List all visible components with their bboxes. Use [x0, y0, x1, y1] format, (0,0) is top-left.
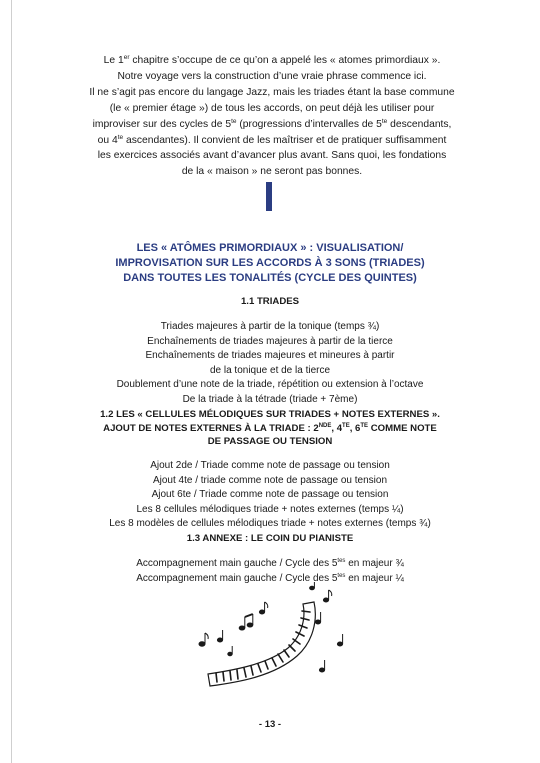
section-1-1-list: [60, 320, 480, 407]
list-item: Les 8 cellules mélodiques triade + notes externes (temps ¼): [136, 503, 404, 515]
page-number: - 13 -: [258, 719, 282, 730]
list-item: Triades majeures à partir de la tonique (temps ¾): [160, 321, 380, 332]
heading-line: AJOUT DE NOTES EXTERNES À LA TRIADE : 2NDE, $4^{TE}$, $6^{TE}$ COMME NOTE: [103, 422, 437, 434]
intro-line: Il ne s’agit pas encore du langage Jazz, mais les triades étant la base commune: [89, 86, 455, 98]
list-item: Enchaînements de triades majeures et mineures à partir: [145, 350, 395, 361]
margin-rule: [11, 0, 12, 763]
list-item: Enchaînements de triades majeures à partir de la tierce: [147, 335, 393, 347]
list-item: Ajout 6te / Triade comme note de passage ou tension: [151, 489, 389, 500]
list-item: Ajout 4te / triade comme note de passage ou tension: [152, 474, 388, 486]
list-item: Accompagnement main gauche / Cycle des $5^{tes}$ en majeur ¾: [136, 558, 404, 569]
list-item: De la triade à la tétrade (triade + 7ème): [182, 393, 358, 405]
section-1-2-heading: [60, 408, 480, 449]
intro-line: Le 1er chapitre s’occupe de ce qu’on a appelé les « atomes primordiaux ».: [103, 54, 441, 66]
list-item: Accompagnement main gauche / Cycle des $5^{tes}$ en majeur ¼: [136, 572, 404, 584]
chapter-numeral-mark: [266, 182, 272, 211]
section-1-1-heading: 1.1 TRIADES: [240, 296, 300, 307]
chapter-title: [60, 241, 480, 286]
intro-line: Notre voyage vers la construction d’une vraie phrase commence ici.: [117, 70, 427, 82]
chapter-title-line: IMPROVISATION SUR LES ACCORDS À 3 SONS (TRIADES): [115, 257, 425, 269]
heading-line: 1.2 LES « CELLULES MÉLODIQUES SUR TRIADES + NOTES EXTERNES ».: [100, 409, 440, 420]
list-item: Doublement d’une note de la triade, répétition ou extension à l’octave: [116, 379, 424, 390]
piano-keyboard-music-notes-icon: [190, 582, 350, 697]
section-1-3-heading: 1.3 ANNEXE : LE COIN DU PIANISTE: [186, 533, 354, 544]
list-item: de la tonique et de la tierce: [209, 364, 331, 376]
intro-line: les exercices associés avant d’avancer plus avant. Sans quoi, les fondations: [97, 150, 447, 162]
section-1-2-list: [60, 459, 480, 532]
chapter-title-line: DANS TOUTES LES TONALITÉS (CYCLE DES QUINTES): [123, 272, 417, 284]
chapter-title-line: LES « ATÔMES PRIMORDIAUX » : VISUALISATION/: [136, 242, 404, 254]
intro-line: de la « maison » ne seront pas bonnes.: [181, 166, 363, 178]
heading-line: DE PASSAGE OU TENSION: [207, 436, 333, 448]
intro-line: ou $4^{te}$ ascendantes). Il convient de les maîtriser et de pratiquer suffisamment: [97, 133, 447, 146]
intro-line: improviser sur des cycles de $5^{te}$ (progressions d’intervalles de $5^{te}$ descendants,: [92, 117, 452, 130]
list-item: Ajout 2de / Triade comme note de passage ou tension: [150, 460, 390, 471]
intro-paragraph: [62, 53, 482, 180]
list-item: Les 8 modèles de cellules mélodiques triade + notes externes (temps ¾): [109, 518, 431, 529]
intro-line: (le « premier étage ») de tous les accords, on peut déjà les utiliser pour: [109, 102, 435, 114]
